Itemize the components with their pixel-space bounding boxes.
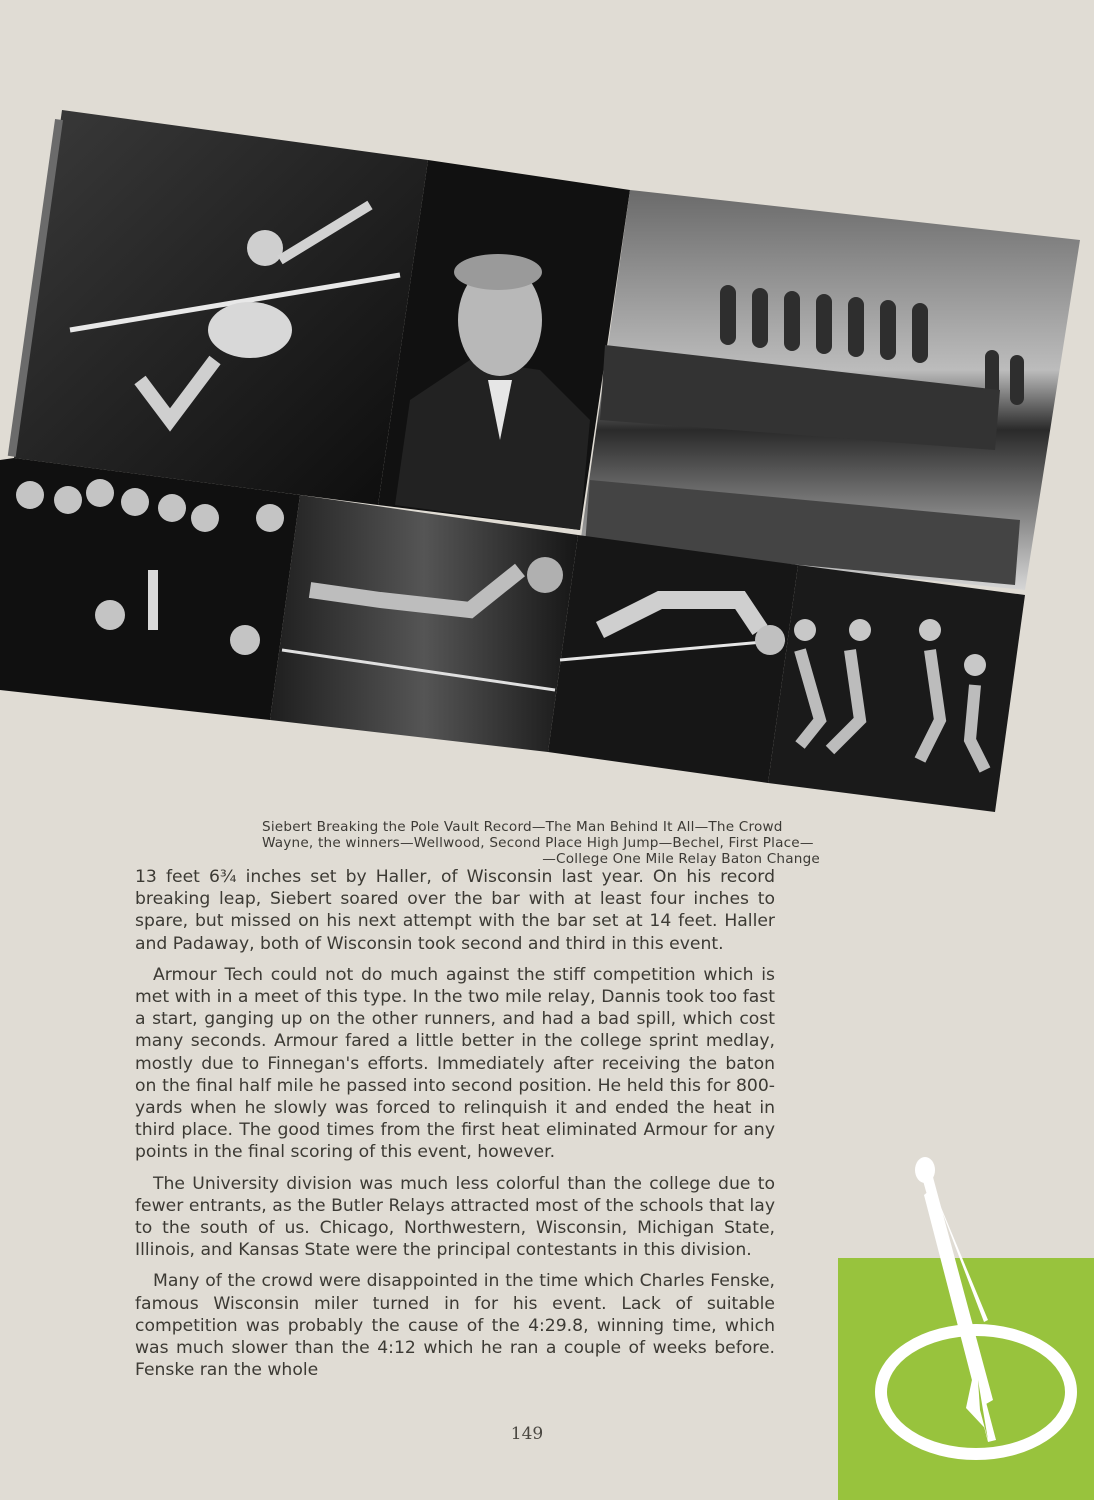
crowd-photo bbox=[580, 190, 1080, 590]
high-jump-first-place-photo bbox=[548, 535, 798, 783]
article-body bbox=[135, 866, 775, 1390]
relay-baton-change-photo bbox=[768, 565, 1025, 812]
caption-line-3: —College One Mile Relay Baton Change bbox=[542, 851, 820, 867]
paragraph: Many of the crowd were disappointed in the time which Charles Fenske, famous Wisconsin miler turned in for his event. Lack of suitable competition was probably the cause of the 4:29.8, winning time, which was much slower than the 4:12 which he ran a couple of weeks before. Fenske ran the whole bbox=[135, 1271, 775, 1381]
wayne-winners-photo bbox=[0, 458, 300, 720]
pole-vault-photo bbox=[8, 110, 428, 505]
pole-vault-emblem-icon bbox=[838, 1150, 1094, 1500]
paragraph: 13 feet 6¾ inches set by Haller, of Wisconsin last year. On his record breaking leap, Siebert soared over the bar with at least four inches to spare, but missed on his next attempt with the bar set at 14 feet. Haller and Padaway, both of Wisconsin took second and third in this event. bbox=[135, 867, 775, 954]
high-jump-second-place-photo bbox=[270, 495, 578, 752]
page-number: 149 bbox=[510, 1424, 544, 1444]
caption-line-1: Siebert Breaking the Pole Vault Record—The Man Behind It All—The Crowd bbox=[262, 819, 783, 835]
paragraph: The University division was much less colorful than the college due to fewer entrants, as the Butler Relays attracted most of the schools that lay to the south of us. Chicago, Northwestern, Wisconsin, Michigan State, Illinois, and Kansas State were the principal contestants in this division. bbox=[135, 1173, 775, 1261]
paragraph: Armour Tech could not do much against the stiff competition which is met with in a meet of this type. In the two mile relay, Dannis took too fast a start, ganging up on the other runners, and had a bad spill, which cost many seconds. Armour fared a little better in the college sprint medlay, mostly due to Finnegan's efforts. Immediately after receiving the baton on the final half mile he passed into second position. He held this for 800-yards when he slowly was forced to relinquish it and ended the heat in third place. The good times from the first heat eliminated Armour for any points in the final scoring of this event, however. bbox=[135, 964, 775, 1163]
caption-line-2: Wayne, the winners—Wellwood, Second Place High Jump—Bechel, First Place— bbox=[262, 835, 814, 851]
photo-caption bbox=[262, 819, 822, 867]
